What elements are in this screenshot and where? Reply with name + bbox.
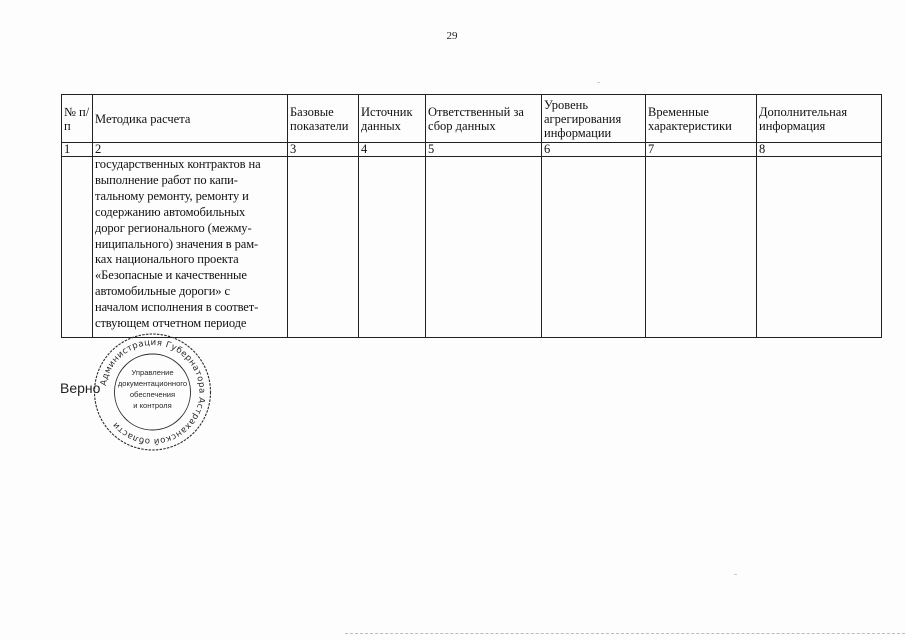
additional-info-cell: [757, 157, 882, 338]
aggregation-level-cell: [542, 157, 646, 338]
column-number: 1: [62, 143, 93, 157]
header-data-source: Источник данных: [359, 95, 426, 143]
table-row: [62, 157, 882, 338]
method-cell: [93, 157, 288, 338]
method-line: началом исполнения в соответ-: [95, 300, 259, 315]
column-number-row: [62, 143, 882, 157]
scan-speck: [734, 574, 737, 575]
column-number: 3: [288, 143, 359, 157]
method-line: выполнение работ по капи-: [95, 172, 238, 187]
header-responsible: Ответственный за сбор данных: [426, 95, 542, 143]
header-additional-info: Дополнительная информация: [757, 95, 882, 143]
header-number: № п/п: [62, 95, 93, 143]
header-method: Методика расчета: [93, 95, 288, 143]
column-number: 4: [359, 143, 426, 157]
method-line: ствующем отчетном периоде: [95, 316, 247, 331]
responsible-cell: [426, 157, 542, 338]
method-line: содержанию автомобильных: [95, 204, 246, 219]
table-header-row: [62, 95, 882, 143]
indicator-table: [61, 94, 882, 338]
method-line: ниципального) значения в рам-: [95, 236, 259, 251]
column-number: 8: [757, 143, 882, 157]
column-number: 7: [646, 143, 757, 157]
method-line: тальному ремонту, ремонту и: [95, 188, 249, 203]
seal-center-line: документационного: [117, 379, 188, 388]
column-number: 5: [426, 143, 542, 157]
verno-label: Верно: [60, 380, 101, 396]
header-base-indicators: Базовые показатели: [288, 95, 359, 143]
seal-center-line: и контроля: [133, 401, 172, 410]
scan-speck: [597, 82, 600, 83]
method-line: государственных контрактов на: [95, 157, 261, 171]
base-indicators-cell: [288, 157, 359, 338]
method-line: ках национального проекта: [95, 252, 239, 267]
method-line: автомобильные дороги» с: [95, 284, 230, 299]
column-number: 6: [542, 143, 646, 157]
time-characteristics-cell: [646, 157, 757, 338]
seal-center-line: обеспечения: [129, 390, 176, 399]
method-line: «Безопасные и качественные: [95, 268, 247, 283]
seal-ring-text: Администрация Губернатора Астраханской области: [98, 337, 207, 447]
header-time-characteristics: Временные характеристики: [646, 95, 757, 143]
scan-artifact-line: [345, 633, 905, 635]
row-number-cell: [62, 157, 93, 338]
data-source-cell: [359, 157, 426, 338]
method-line: дорог регионального (межму-: [95, 220, 252, 235]
official-seal: [90, 333, 215, 451]
header-aggregation-level: Уровень агрегирования информации: [542, 95, 646, 143]
column-number: 2: [93, 143, 288, 157]
page-number: 29: [446, 30, 458, 42]
seal-center-line: Управление: [131, 368, 174, 377]
